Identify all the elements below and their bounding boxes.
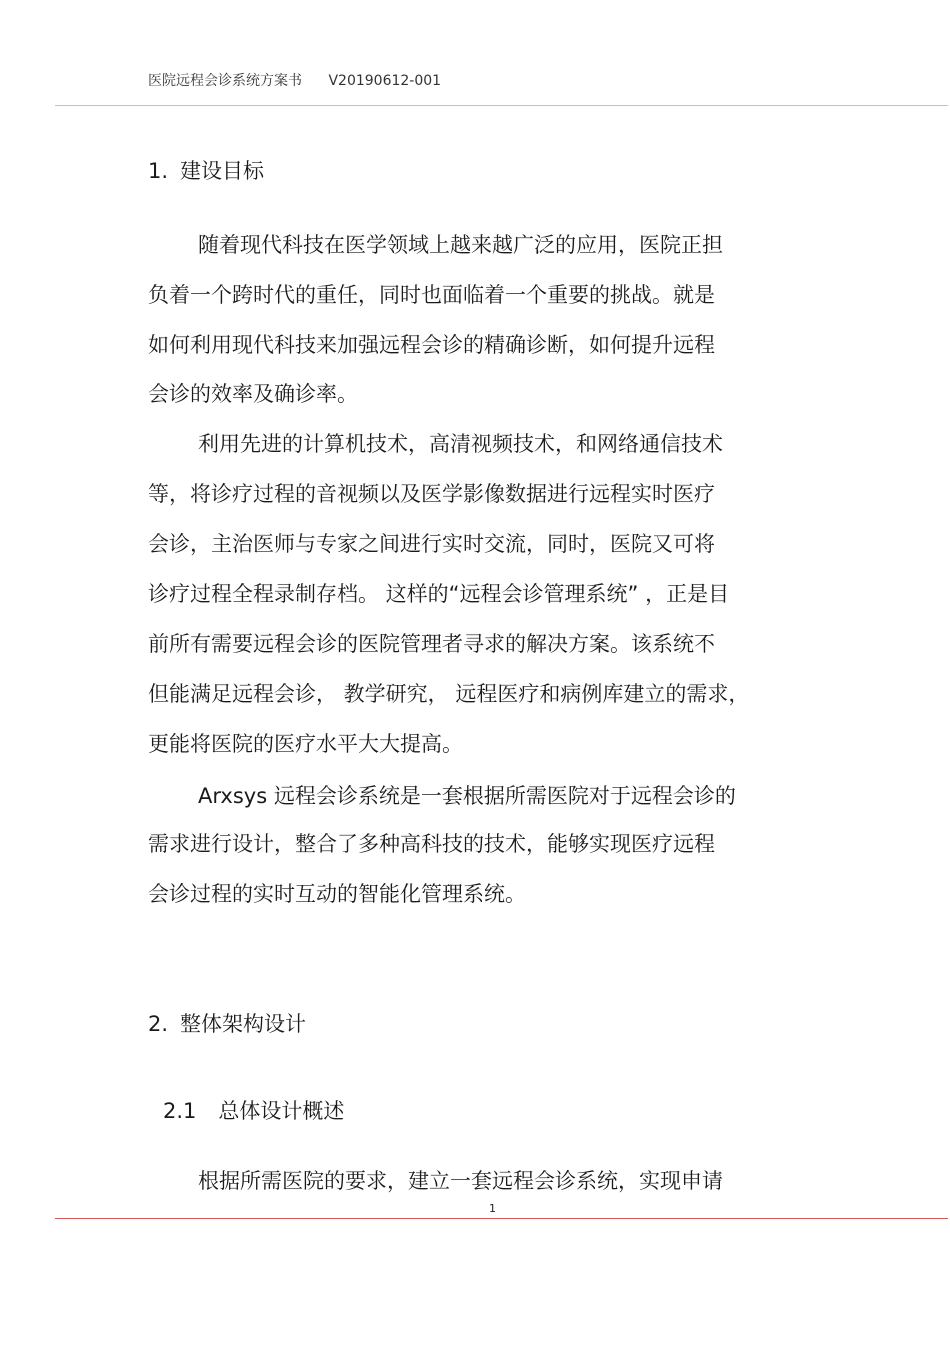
paragraph-3-line-3: 会诊过程的实时互动的智能化管理系统。 xyxy=(148,882,526,906)
paragraph-4-line-1: 根据所需医院的要求，建立一套远程会诊系统，实现申请 xyxy=(198,1169,723,1193)
paragraph-2-line-5: 前所有需要远程会诊的医院管理者寻求的解决方案。该系统不 xyxy=(148,632,715,656)
paragraph-1-line-2: 负着一个跨时代的重任，同时也面临着一个重要的挑战。就是 xyxy=(148,283,715,307)
document-title: 医院远程会诊系统方案书 xyxy=(148,73,302,89)
section-1-heading xyxy=(148,155,264,185)
paragraph-2-line-4: 诊疗过程全程录制存档。 这样的“远程会诊管理系统” ，正是目 xyxy=(148,582,730,606)
paragraph-3-line-2: 需求进行设计，整合了多种高科技的技术，能够实现医疗远程 xyxy=(148,832,715,856)
section-2-number: 2. xyxy=(148,1012,169,1036)
paragraph-2-line-2: 等，将诊疗过程的音视频以及医学影像数据进行远程实时医疗 xyxy=(148,482,715,506)
header-divider xyxy=(55,105,948,106)
section-2-title: 整体架构设计 xyxy=(180,1012,307,1036)
section-2-heading xyxy=(148,1008,306,1038)
footer-divider xyxy=(55,1218,948,1219)
document-version: V20190612-001 xyxy=(328,73,442,89)
section-2-1-title: 总体设计概述 xyxy=(218,1099,345,1123)
paragraph-2-line-7: 更能将医院的医疗水平大大提高。 xyxy=(148,732,463,756)
paragraph-2-line-6: 但能满足远程会诊， 教学研究， 远程医疗和病例库建立的需求， xyxy=(148,682,750,706)
paragraph-2-line-1: 利用先进的计算机技术，高清视频技术，和网络通信技术 xyxy=(198,432,723,456)
paragraph-1-line-4: 会诊的效率及确诊率。 xyxy=(148,382,358,406)
section-1-title: 建设目标 xyxy=(180,159,265,183)
page-header xyxy=(148,70,441,90)
section-1-number: 1. xyxy=(148,159,169,183)
paragraph-1-line-1: 随着现代科技在医学领域上越来越广泛的应用，医院正担 xyxy=(198,233,723,257)
section-2-1-number: 2.1 xyxy=(163,1099,197,1123)
page-number: 1 xyxy=(489,1202,496,1215)
paragraph-2-line-3: 会诊，主治医师与专家之间进行实时交流，同时，医院又可将 xyxy=(148,532,715,556)
paragraph-1-line-3: 如何利用现代科技来加强远程会诊的精确诊断，如何提升远程 xyxy=(148,333,715,357)
section-2-1-heading xyxy=(163,1095,344,1125)
paragraph-3-line-1: Arxsys 远程会诊系统是一套根据所需医院对于远程会诊的 xyxy=(198,784,736,808)
